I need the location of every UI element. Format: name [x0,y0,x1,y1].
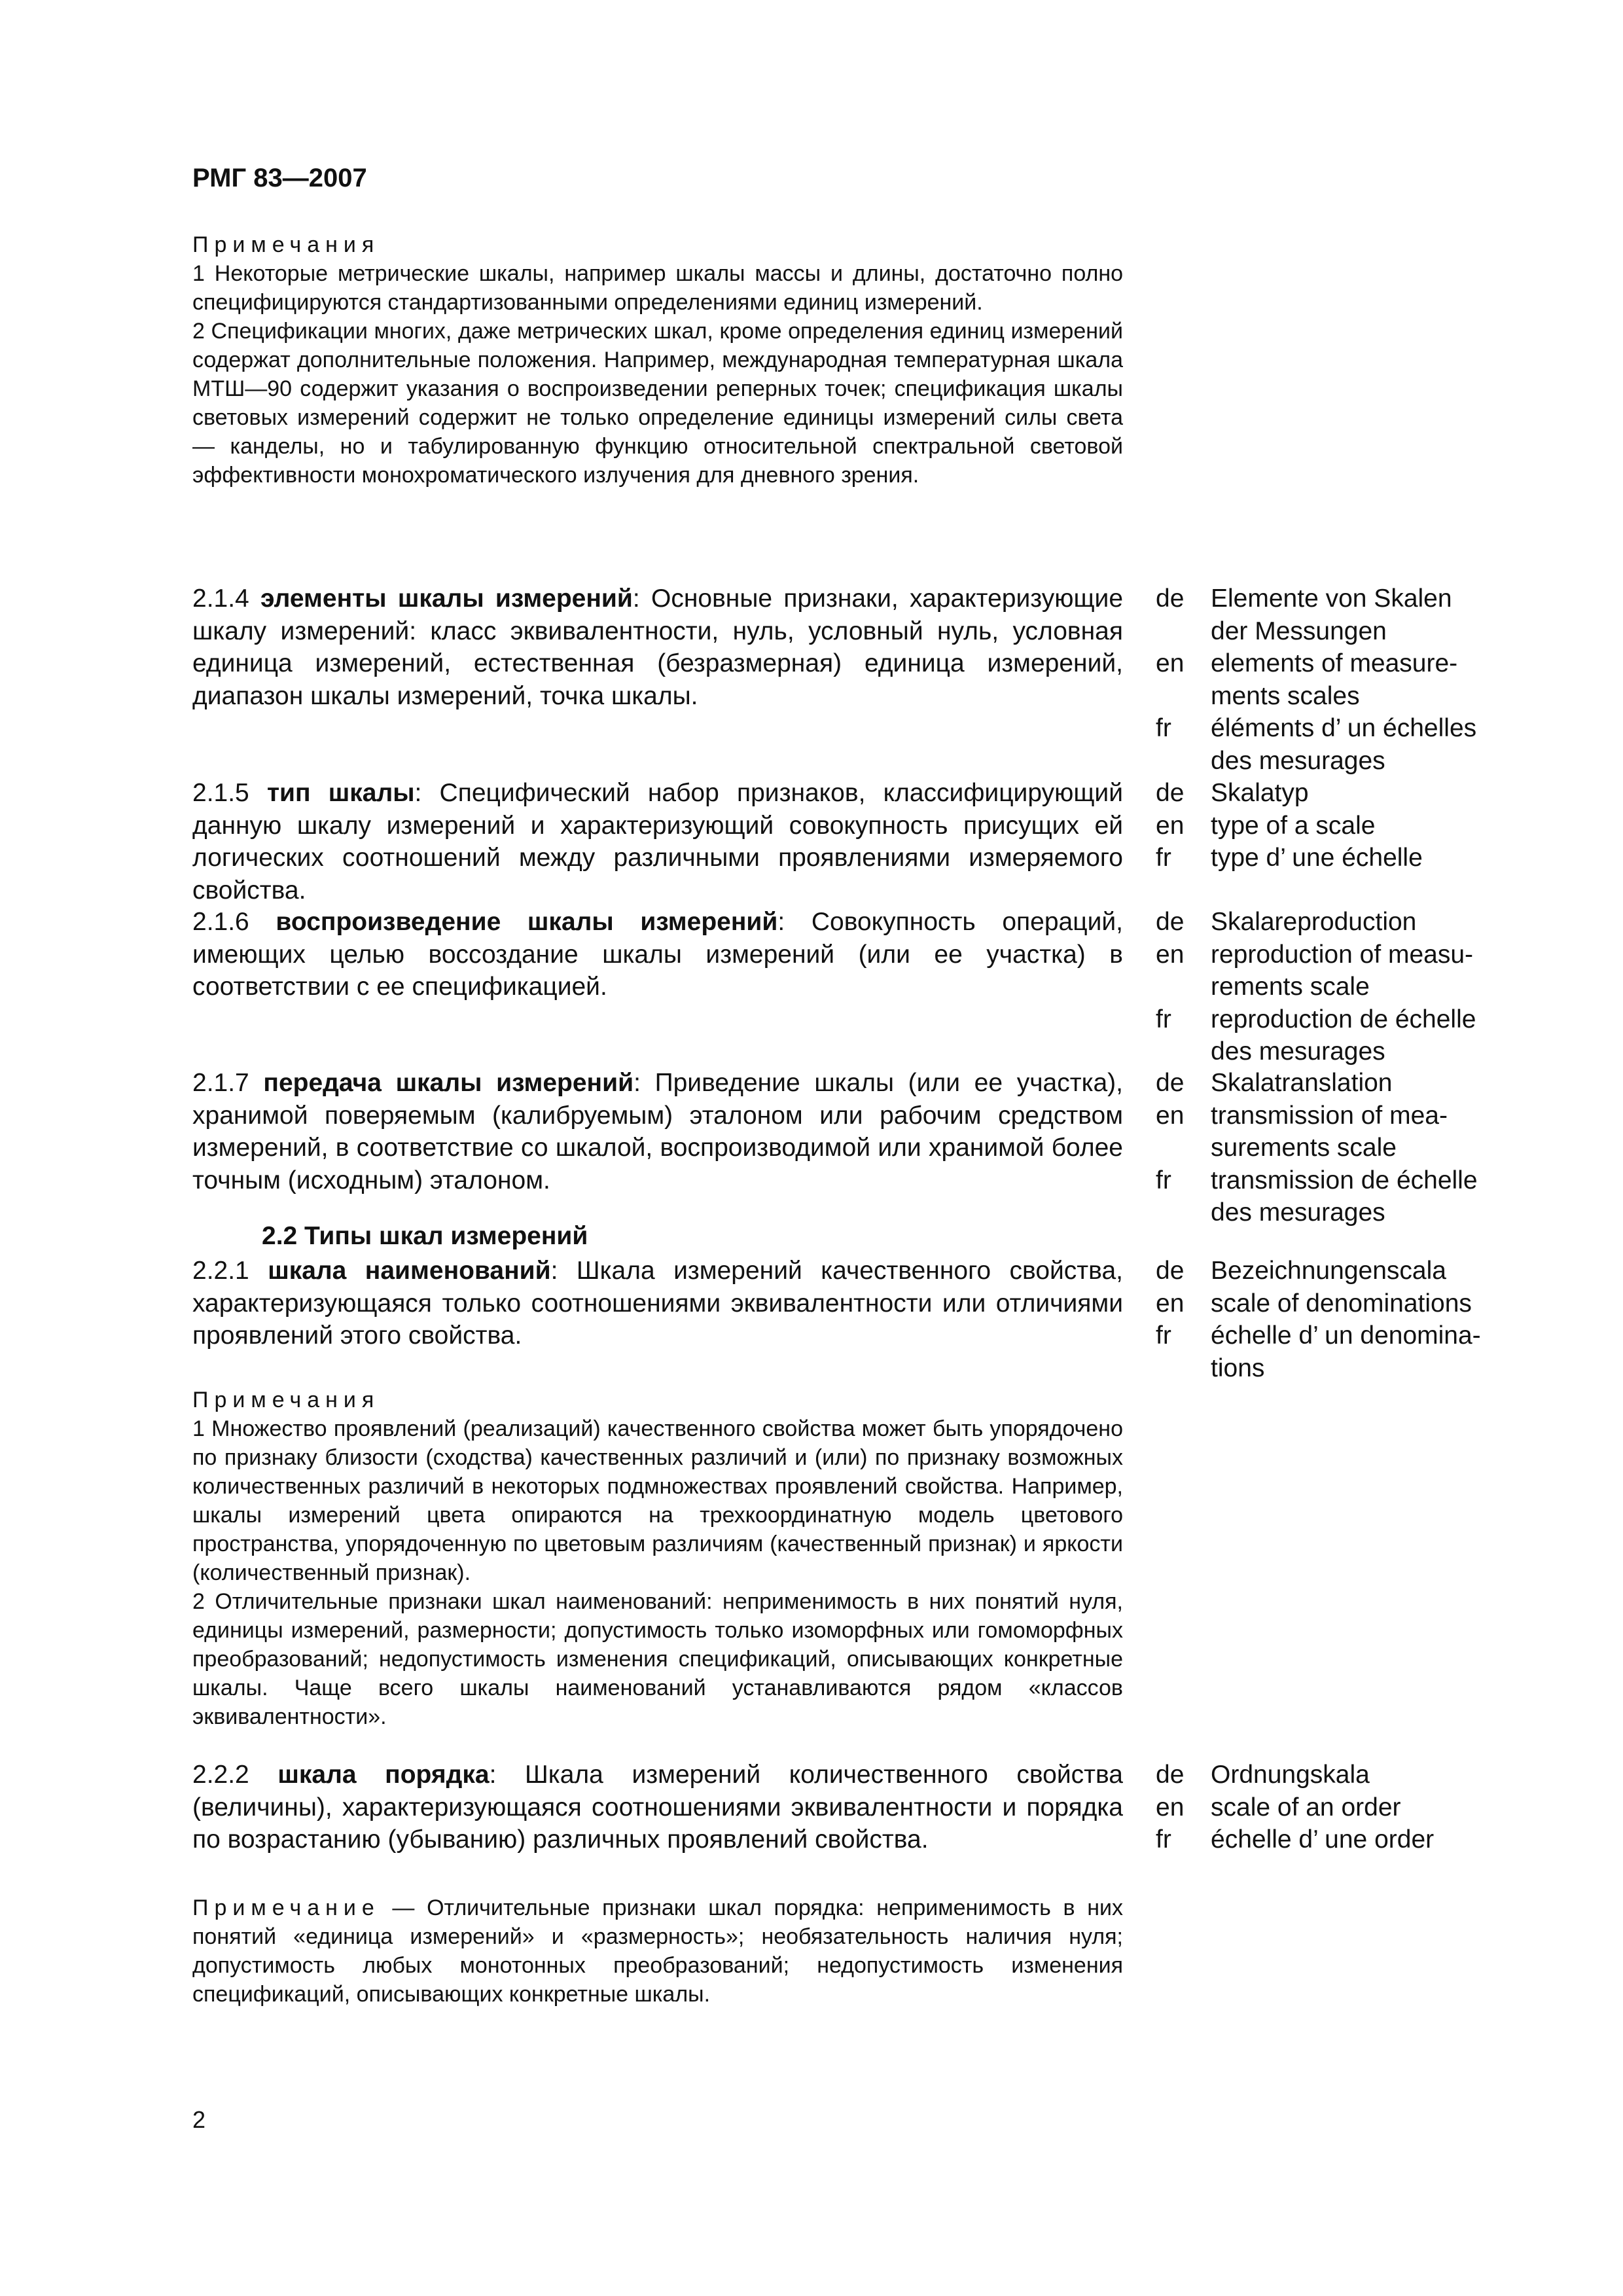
entry-number: 2.1.7 [192,1069,249,1097]
entry-term: элементы шкалы измерений [260,584,633,613]
translation-line: Elemente von Skalen [1211,584,1452,613]
lang-code: fr [1156,714,1171,742]
lang-code: de [1156,1257,1185,1285]
translation-line: transmission de échelle [1211,1166,1478,1194]
translation-line: échelle d’ un denomina- [1211,1321,1481,1350]
lang-code: de [1156,779,1185,807]
lang-code: fr [1156,1825,1171,1854]
lang-code: fr [1156,1321,1171,1350]
entry-term: шкала порядка [277,1761,490,1789]
lang-code: en [1156,1289,1185,1318]
term-entry-2-2-1 [192,1255,1123,1352]
entry-term: шкала наименований [268,1257,551,1285]
translations-2-2-1 [1156,1255,1481,1384]
entry-number: 2.1.4 [192,584,249,613]
note-title: Примечания [192,232,380,257]
translation-line: transmission of mea- [1211,1101,1448,1130]
page-number: 2 [192,2106,206,2133]
translation-line: Bezeichnungenscala [1211,1257,1446,1285]
translation-line: reproduction of measu- [1211,940,1474,969]
entry-definition: : Специфический набор признаков, классифицирующий данную шкалу измерений и характеризующий совокупность присущих ей логических соотношений между различными проявлениями измеряемого свойства. [192,779,1123,905]
translations-2-2-2 [1156,1759,1434,1856]
translations-2-1-4 [1156,583,1476,777]
entry-number: 2.1.5 [192,779,249,807]
translation-line: Skalatyp [1211,779,1309,807]
translation-line: rements scale [1211,973,1370,1001]
translation-line: des mesurages [1211,1037,1385,1066]
translation-line: scale of denominations [1211,1289,1472,1318]
entry-definition: : Совокупность операций, имеющих целью воссоздание шкалы измерений (или ее участка) в соответствии с ее спецификацией. [192,908,1123,1001]
entry-number: 2.2.1 [192,1257,249,1285]
translations-2-1-7 [1156,1067,1478,1229]
translation-line: des mesurages [1211,1198,1385,1227]
note-block-1 [192,230,1123,490]
entry-term: воспроизведение шкалы измерений [276,908,778,936]
lang-code: en [1156,940,1185,969]
lang-code: fr [1156,844,1171,872]
document-header: РМГ 83—2007 [192,164,367,192]
translation-line: elements of measure- [1211,649,1458,677]
translations-2-1-5 [1156,777,1423,874]
translation-line: Skalareproduction [1211,908,1417,936]
translation-line: reproduction de échelle [1211,1005,1476,1033]
subsection-heading: 2.2 Типы шкал измерений [262,1222,588,1250]
entry-number: 2.2.2 [192,1761,249,1789]
term-entry-2-2-2 [192,1759,1123,1856]
entry-term: тип шкалы [266,779,415,807]
entry-definition: : Приведение шкалы (или ее участка), хранимой поверяемым (калибруемым) эталоном или рабочим средством измерений, в соответствие со шкалой, воспроизводимой или хранимой более точным (исходным) эталоном. [192,1069,1124,1194]
note-item: 1 Некоторые метрические шкалы, например шкалы массы и длины, достаточно полно специфицируются стандартизованными определениями единиц измерений. [192,261,1123,315]
translation-line: Skalatranslation [1211,1069,1393,1097]
translation-line: ments scales [1211,681,1360,710]
translation-line: surements scale [1211,1134,1397,1162]
term-entry-2-1-5 [192,777,1123,906]
note-item: 2 Спецификации многих, даже метрических шкал, кроме определения единиц измерений содержат дополнительные положения. Например, международная температурная шкала МТШ—90 содержит указания о воспроизведении реперных точек; спецификация шкалы световых измерений содержит не только определение единицы измерений силы света — канделы, но и табулированную функцию относительной спектральной световой эффективности монохроматического излучения для дневного зрения. [192,319,1123,488]
note-item: 1 Множество проявлений (реализаций) качественного свойства может быть упорядочено по признаку близости (сходства) качественных различий и (или) по признаку возможных количественных различий в некоторых подмножествах проявлений свойства. Например, шкалы измерений цвета опираются на трехкоординатную модель цветового пространства, упорядоченную по цветовым различиям (качественный признак) и яркости (количественный признак). [192,1416,1123,1585]
lang-code: fr [1156,1005,1171,1033]
entry-definition: : Шкала измерений количественного свойства (величины), характеризующаяся соотношениями эквивалентности и порядка по возрастанию (убыванию) различных проявлений свойства. [192,1761,1123,1854]
note-title: Примечание [192,1895,380,1920]
entry-definition: : Основные признаки, характеризующие шкалу измерений: класс эквивалентности, нуль, условный нуль, условная единица измерений, естественная (безразмерная) единица измерений, диапазон шкалы измерений, точка шкалы. [192,584,1124,710]
translation-line: Ordnungskala [1211,1761,1370,1789]
term-entry-2-1-6 [192,906,1123,1003]
translation-line: type of a scale [1211,811,1376,840]
lang-code: en [1156,811,1185,840]
entry-term: передача шкалы измерений [263,1069,634,1097]
lang-code: fr [1156,1166,1171,1194]
note-item: 2 Отличительные признаки шкал наименований: неприменимость в них понятий нуля, единицы измерений, размерности; допустимость только изоморфных или гомоморфных преобразований; недопустимость изменения спецификаций, описывающих конкретные шкалы. Чаще всего шкалы наименований устанавливаются рядом «классов эквивалентности». [192,1589,1123,1729]
note-block-2 [192,1386,1123,1731]
translation-line: échelle d’ une order [1211,1825,1435,1854]
note-title: Примечания [192,1388,380,1412]
translations-2-1-6 [1156,906,1476,1068]
term-entry-2-1-7 [192,1067,1123,1196]
entry-number: 2.1.6 [192,908,249,936]
note-block-3 [192,1893,1123,2009]
lang-code: en [1156,649,1185,677]
translation-line: éléments d’ un échelles [1211,714,1477,742]
lang-code: de [1156,1761,1185,1789]
entry-definition: : Шкала измерений качественного свойства, характеризующаяся только соотношениями эквивалентности или отличиями проявлений этого свойства. [192,1257,1123,1350]
lang-code: de [1156,584,1185,613]
lang-code: de [1156,1069,1185,1097]
translation-line: type d’ une échelle [1211,844,1423,872]
lang-code: en [1156,1793,1185,1821]
translation-line: tions [1211,1354,1265,1382]
lang-code: de [1156,908,1185,936]
translation-line: des mesurages [1211,746,1385,775]
translation-line: scale of an order [1211,1793,1401,1821]
lang-code: en [1156,1101,1185,1130]
term-entry-2-1-4 [192,583,1123,712]
note-text: — Отличительные признаки шкал порядка: неприменимость в них понятий «единица измерений» и «размерность»; необязательность наличия нуля; допустимость любых монотонных преобразований; недопустимость изменения спецификаций, описывающих конкретные шкалы. [192,1895,1123,2007]
translation-line: der Messungen [1211,617,1387,645]
